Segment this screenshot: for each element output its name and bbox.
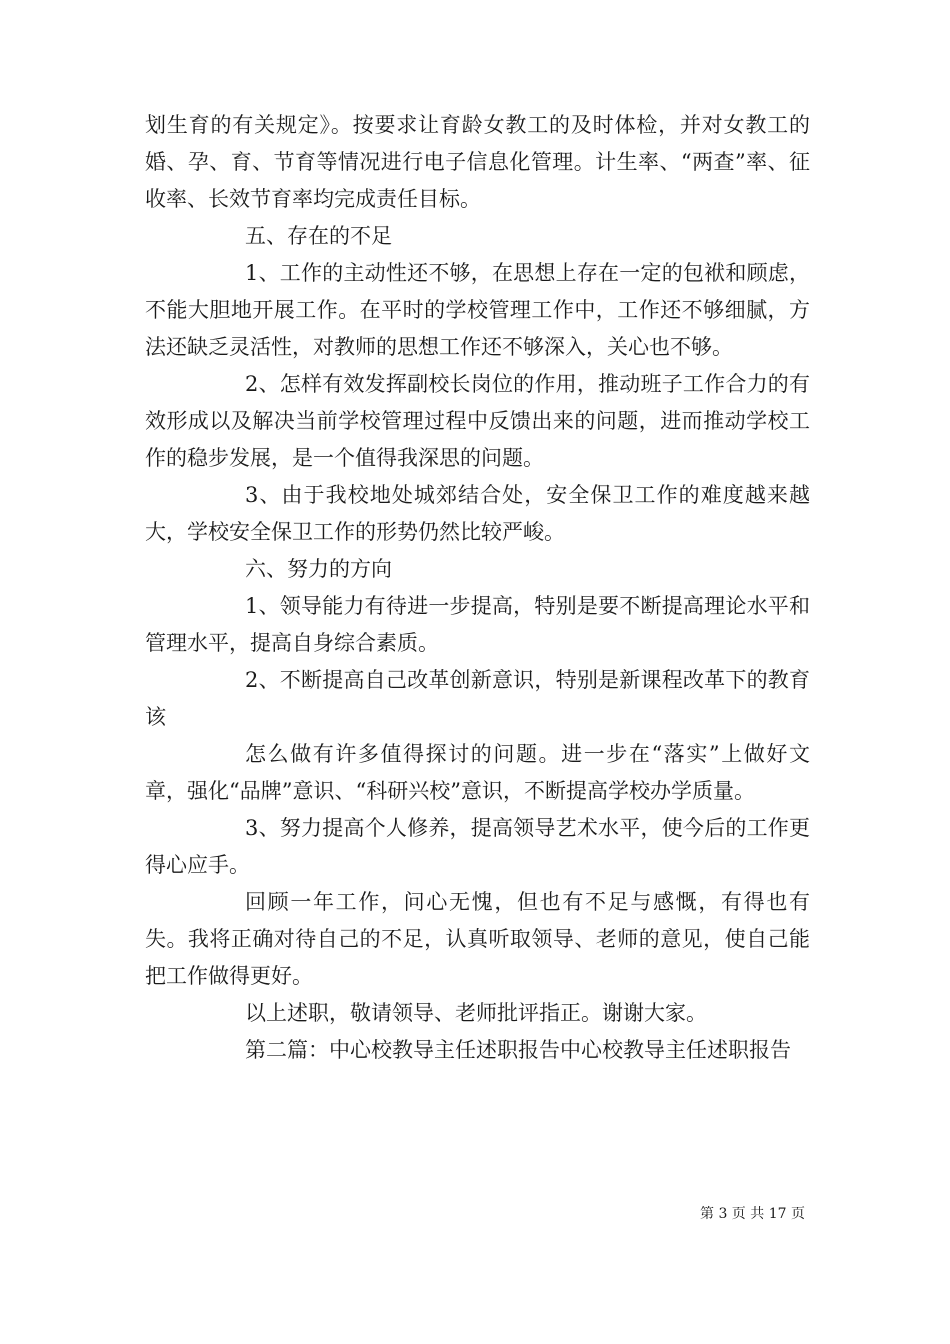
paragraph-shortcoming-1: 1、工作的主动性还不够，在思想上存在一定的包袱和顾虑，不能大胆地开展工作。在平时的学校管理工作中，工作还不够细腻，方法还缺乏灵活性，对教师的思想工作还不够深入，关心也不够。: [145, 261, 810, 359]
paragraph-family-planning: 划生育的有关规定》。按要求让育龄女教工的及时体检，并对女教工的婚、孕、育、节育等情况进行电子信息化管理。计生率、“两查”率、征收率、长效节育率均完成责任目标。: [145, 113, 810, 211]
heading-direction: 六、努力的方向: [245, 557, 392, 581]
paragraph-review: 回顾一年工作，问心无愧，但也有不足与感慨，有得也有失。我将正确对待自己的不足，认真听取领导、老师的意见，使自己能把工作做得更好。: [145, 890, 810, 988]
paragraph-direction-3: 3、努力提高个人修养，提高领导艺术水平，使今后的工作更得心应手。: [145, 816, 810, 877]
paragraph-direction-2: 2、不断提高自己改革创新意识，特别是新课程改革下的教育该: [145, 668, 810, 729]
paragraph-shortcoming-3: 3、由于我校地处城郊结合处，安全保卫工作的难度越来越大，学校安全保卫工作的形势仍然比较严峻。: [145, 483, 810, 544]
paragraph-closing: 以上述职，敬请领导、老师批评指正。谢谢大家。: [245, 1001, 707, 1025]
paragraph-direction-1: 1、领导能力有待进一步提高，特别是要不断提高理论水平和管理水平，提高自身综合素质。: [145, 594, 810, 655]
document-body: [145, 107, 810, 1069]
paragraph-second-article-title: 第二篇：中心校教导主任述职报告中心校教导主任述职报告: [245, 1038, 791, 1062]
paragraph-shortcoming-2: 2、怎样有效发挥副校长岗位的作用，推动班子工作合力的有效形成以及解决当前学校管理过程中反馈出来的问题，进而推动学校工作的稳步发展，是一个值得我深思的问题。: [145, 372, 810, 470]
page-number: 第 3 页 共 17 页: [700, 1206, 805, 1222]
paragraph-direction-2-cont: 怎么做有许多值得探讨的问题。进一步在“落实”上做好文章，强化“品牌”意识、“科研兴校”意识，不断提高学校办学质量。: [145, 742, 810, 803]
heading-shortcomings: 五、存在的不足: [245, 224, 392, 248]
